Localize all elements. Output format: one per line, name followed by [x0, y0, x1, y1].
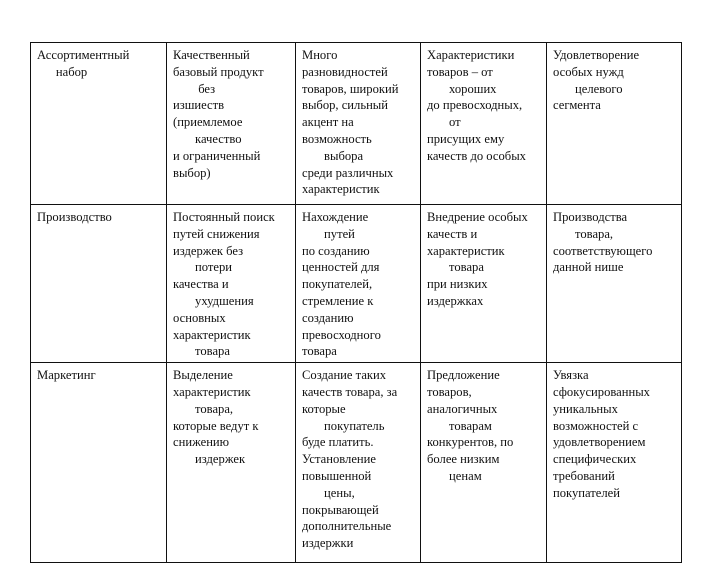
cell-text-line: Нахождение	[302, 210, 369, 224]
cell-text-line: по созданию	[302, 243, 370, 258]
cell-text-line: Удовлетворение	[553, 48, 640, 62]
cell-text-line: возможностей с	[553, 418, 639, 433]
cell-text-line: хороших	[427, 81, 497, 96]
table-cell	[421, 363, 547, 563]
cell-text-line: и ограниченный	[173, 148, 261, 163]
cell-text-line: удовлетворением	[553, 435, 646, 450]
cell-text-line: набор	[37, 64, 88, 79]
cell-text-line: сфокусированных	[553, 384, 650, 399]
cell-text-line: акцент на	[302, 115, 354, 130]
table-cell	[296, 363, 421, 563]
cell-text-line: потери	[173, 260, 233, 275]
cell-text-line: превосходного	[302, 327, 381, 342]
cell-text-line: снижению	[173, 435, 230, 450]
table-cell	[547, 43, 682, 205]
cell-text-line: покрывающей	[302, 502, 379, 517]
strategy-comparison-table	[30, 42, 682, 563]
cell-text-line: покупатель	[302, 418, 385, 433]
cell-text-line: характеристик	[173, 327, 251, 342]
cell-text-line: более низким	[427, 452, 500, 467]
cell-text-line: товара	[427, 260, 484, 275]
cell-text-line: характеристик	[173, 384, 251, 399]
cell-text-line: которые ведут к	[173, 418, 259, 433]
cell-text-line: уникальных	[553, 401, 618, 416]
cell-text-line: (приемлемое	[173, 115, 243, 130]
table-row-assortment	[31, 43, 682, 205]
table-cell	[296, 43, 421, 205]
cell-text-line: дополнительные	[302, 519, 392, 534]
cell-text-line: товара,	[553, 226, 614, 241]
cell-text-line: характеристик	[427, 243, 505, 258]
cell-text-line: характеристик	[302, 182, 380, 197]
cell-text-line: издержек	[173, 452, 246, 467]
cell-text-line: основных	[173, 310, 226, 325]
table-cell	[421, 43, 547, 205]
cell-text-line: товара,	[173, 401, 234, 416]
cell-text-line: Характеристики	[427, 48, 515, 62]
cell-text-line: покупателей,	[302, 277, 373, 292]
cell-text-line: товарам	[427, 418, 492, 433]
table-cell	[167, 205, 296, 363]
cell-text-line: ценам	[427, 468, 482, 483]
cell-text-line: товара	[173, 344, 230, 359]
cell-text-line: от	[427, 115, 461, 130]
cell-text-line: Выделение	[173, 368, 233, 383]
table-row-production	[31, 205, 682, 363]
cell-text-line: Внедрение особых	[427, 210, 528, 224]
cell-text-line: базовый продукт	[173, 64, 264, 79]
cell-text-line: издержек без	[173, 243, 244, 258]
table-cell	[167, 43, 296, 205]
cell-text-line: Маркетинг	[37, 368, 96, 383]
cell-text-line: ценностей для	[302, 260, 380, 275]
cell-text-line: качеств товара, за	[302, 384, 398, 399]
cell-text-line: Постоянный поиск	[173, 210, 275, 224]
cell-text-line: цены,	[302, 485, 355, 500]
cell-text-line: которые	[302, 401, 346, 416]
cell-text-line: товаров,	[427, 384, 472, 399]
cell-text-line: возможность	[302, 131, 372, 146]
cell-text-line: изшиеств	[173, 98, 225, 113]
cell-text-line: товаров – от	[427, 64, 493, 79]
cell-text-line: без	[173, 81, 216, 96]
cell-text-line: буде платить.	[302, 435, 374, 450]
cell-text-line: среди различных	[302, 165, 394, 180]
cell-text-line: выбор, сильный	[302, 98, 389, 113]
table-cell	[421, 205, 547, 363]
cell-text-line: Создание таких	[302, 368, 387, 383]
cell-text-line: повышенной	[302, 468, 372, 483]
cell-text-line: Производство	[37, 210, 112, 224]
cell-text-line: Установление	[302, 452, 376, 467]
cell-text-line: путей	[302, 226, 355, 241]
cell-text-line: соответствующего	[553, 243, 653, 258]
table-cell	[547, 363, 682, 563]
cell-text-line: покупателей	[553, 485, 620, 500]
cell-text-line: путей снижения	[173, 226, 260, 241]
cell-text-line: стремление к	[302, 293, 374, 308]
cell-text-line: Много	[302, 48, 338, 62]
cell-text-line: разновидностей	[302, 64, 388, 79]
table-row-marketing	[31, 363, 682, 563]
cell-text-line: целевого	[553, 81, 623, 96]
cell-text-line: выбора	[302, 148, 364, 163]
table-cell	[167, 363, 296, 563]
cell-text-line: издержки	[302, 536, 354, 551]
cell-text-line: аналогичных	[427, 401, 498, 416]
cell-text-line: особых нужд	[553, 64, 624, 79]
table-cell	[547, 205, 682, 363]
cell-text-line: Предложение	[427, 368, 500, 383]
cell-text-line: ухудшения	[173, 293, 254, 308]
cell-text-line: присущих ему	[427, 131, 505, 146]
cell-text-line: Производства	[553, 210, 628, 224]
cell-text-line: качеств и	[427, 226, 478, 241]
cell-text-line: конкурентов, по	[427, 435, 514, 450]
cell-text-line: сегмента	[553, 98, 601, 113]
cell-text-line: выбор)	[173, 165, 211, 180]
cell-text-line: созданию	[302, 310, 354, 325]
cell-text-line: Ассортиментный	[37, 48, 130, 62]
cell-text-line: издержках	[427, 293, 484, 308]
row-header-cell	[31, 363, 167, 563]
cell-text-line: Качественный	[173, 48, 250, 62]
row-header-cell	[31, 43, 167, 205]
table-cell	[296, 205, 421, 363]
cell-text-line: товара	[302, 344, 337, 359]
cell-text-line: качества и	[173, 277, 229, 292]
cell-text-line: Увязка	[553, 368, 589, 383]
cell-text-line: качество	[173, 131, 242, 146]
cell-text-line: требований	[553, 468, 615, 483]
cell-text-line: качеств до особых	[427, 148, 526, 163]
cell-text-line: товаров, широкий	[302, 81, 399, 96]
cell-text-line: данной нише	[553, 260, 624, 275]
cell-text-line: специфических	[553, 452, 637, 467]
cell-text-line: до превосходных,	[427, 98, 523, 113]
cell-text-line: при низких	[427, 277, 488, 292]
row-header-cell	[31, 205, 167, 363]
